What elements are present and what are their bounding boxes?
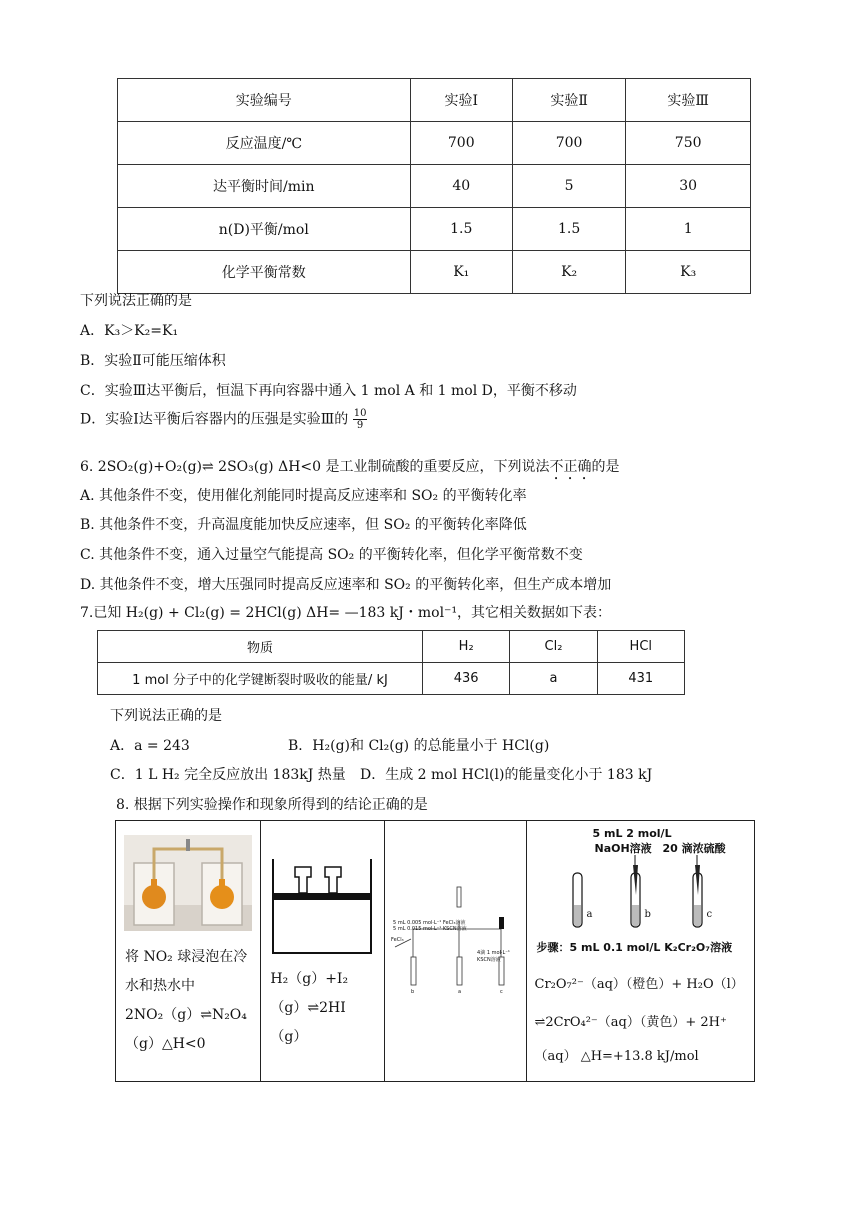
label-kscn-drops: 4滴 1 mol·L⁻¹ KSCN溶液 <box>477 950 510 963</box>
q5-option-d <box>80 408 367 431</box>
label-fecl3-solution: 5 mL 0.005 mol·L⁻¹ FeCl₃溶液 <box>393 920 466 926</box>
table-header-cell: HCl <box>597 631 684 663</box>
table-cell: 1 <box>626 208 751 251</box>
fecl3-kscn-cell <box>385 821 526 1082</box>
q5-option-c: C．实验Ⅲ达平衡后，恒温下再向容器中通入 1 mol A 和 1 mol D，平衡不移动 <box>80 383 577 399</box>
cell-text: H₂（g）+I₂ <box>270 971 349 987</box>
table-header-row <box>98 631 685 663</box>
table-cell: 1 mol 分子中的化学键断裂时吸收的能量/ kJ <box>98 663 423 695</box>
table-header-cell: Cl₂ <box>510 631 597 663</box>
cell-text: 2NO₂（g）⇌N₂O₄ <box>125 1007 247 1023</box>
table-cell: 30 <box>626 165 751 208</box>
fraction-numerator: 10 <box>353 408 367 419</box>
cell-text: 将 NO₂ 球浸泡在冷 <box>125 949 248 965</box>
fraction-denominator: 9 <box>356 420 364 431</box>
table-cell: 5 <box>512 165 625 208</box>
table-header-cell: 实验编号 <box>118 79 411 122</box>
tube-label-a: a <box>586 909 593 920</box>
experiment-table <box>117 78 751 294</box>
experiment-figure-table <box>115 820 755 1082</box>
table-header-row <box>118 79 751 122</box>
fraction <box>353 408 368 431</box>
q7-option-c: C．1 L H₂ 完全反应放出 183kJ 热量 <box>110 767 346 783</box>
table-cell: 1.5 <box>512 208 625 251</box>
q6-stem-end: 的是 <box>591 459 620 475</box>
table-row <box>116 821 755 1082</box>
q6-stem-text: 6. 2SO₂(g)+O₂(g)⇌ 2SO₃(g) ΔH<0 是工业制硫酸的重要反应，下列说法 <box>80 459 550 475</box>
dichromate-tubes-diagram <box>557 855 747 945</box>
table-cell: 达平衡时间/min <box>118 165 411 208</box>
q5-stem: 下列说法正确的是 <box>80 293 192 309</box>
q7-option-a: A．a = 243 <box>110 738 190 754</box>
table-cell: a <box>510 663 597 695</box>
tube-label-b: b <box>411 989 415 995</box>
table-cell: 化学平衡常数 <box>118 251 411 294</box>
step-label: 步骤：5 mL 0.1 mol/L K₂Cr₂O₇溶液 <box>536 941 733 954</box>
table-cell: 1.5 <box>410 208 512 251</box>
table-cell: 436 <box>422 663 509 695</box>
table-cell: 750 <box>626 122 751 165</box>
table-cell: 700 <box>512 122 625 165</box>
tube-label-c: c <box>706 909 713 920</box>
q6-option-c: C. 其他条件不变，通入过量空气能提高 SO₂ 的平衡转化率，但化学平衡常数不变 <box>80 547 583 563</box>
table-row <box>118 208 751 251</box>
q7-option-b: B．H₂(g)和 Cl₂(g) 的总能量小于 HCl(g) <box>288 738 550 754</box>
table-header-cell: 物质 <box>98 631 423 663</box>
table-header-cell: 实验Ⅰ <box>410 79 512 122</box>
table-row <box>118 251 751 294</box>
q6-stem <box>80 456 620 483</box>
piston-experiment-cell <box>261 821 385 1082</box>
table-cell: n(D)平衡/mol <box>118 208 411 251</box>
table-row <box>98 663 685 695</box>
table-cell: K₂ <box>512 251 625 294</box>
table-header-cell: 实验Ⅱ <box>512 79 625 122</box>
tube-label-c: c <box>500 989 503 995</box>
q7-option-d: D．生成 2 mol HCl(l)的能量变化小于 183 kJ <box>360 767 653 783</box>
q5-option-a: A．K₃＞K₂=K₁ <box>80 323 179 339</box>
q6-option-b: B. 其他条件不变，升高温度能加快反应速率，但 SO₂ 的平衡转化率降低 <box>80 517 527 533</box>
cell-text: 水和热水中 <box>125 978 195 994</box>
q6-stem-emphasis: 不正确 <box>549 459 592 475</box>
piston-container-diagram <box>271 845 375 955</box>
equation-line-1: Cr₂O₇²⁻（aq）（橙色）+ H₂O（l） <box>534 977 744 992</box>
q6-option-d: D. 其他条件不变，增大压强同时提高反应速率和 SO₂ 的平衡转化率，但生产成本增加 <box>80 577 612 593</box>
bond-energy-table <box>97 630 685 695</box>
label-kscn-solution: 5 mL 0.015 mol·L⁻¹ KSCN溶液 <box>393 926 467 932</box>
equation-line-2: ⇌2CrO₄²⁻（aq）（黄色）+ 2H⁺ <box>534 1015 727 1030</box>
equation-line-3: （aq） △H=+13.8 kJ/mol <box>534 1049 699 1064</box>
cell-text: （g）△H<0 <box>125 1036 206 1052</box>
no2-bulbs-photo <box>124 835 252 931</box>
q7-stem: 7.已知 H₂(g) + Cl₂(g) = 2HCl(g) ΔH= —183 kJ・mol⁻¹，其它相关数据如下表： <box>80 605 612 621</box>
q5-option-d-text: D．实验Ⅰ达平衡后容器内的压强是实验Ⅲ的 <box>80 411 349 428</box>
table-cell: 431 <box>597 663 684 695</box>
q5-option-b: B．实验Ⅱ可能压缩体积 <box>80 353 226 369</box>
table-row <box>118 122 751 165</box>
table-cell: 40 <box>410 165 512 208</box>
q8-stem: 8. 根据下列实验操作和现象所得到的结论正确的是 <box>116 797 428 813</box>
table-cell: 700 <box>410 122 512 165</box>
table-cell: 反应温度/℃ <box>118 122 411 165</box>
naoh-label-1: 5 mL 2 mol/L <box>592 827 672 840</box>
table-row <box>118 165 751 208</box>
label-fecl3: FeCl₃ <box>391 937 404 943</box>
cell-text: （g）⇌2HI <box>270 1000 346 1016</box>
table-header-cell: H₂ <box>422 631 509 663</box>
tube-label-a: a <box>458 989 462 995</box>
q6-option-a: A. 其他条件不变，使用催化剂能同时提高反应速率和 SO₂ 的平衡转化率 <box>80 488 527 504</box>
tube-label-b: b <box>644 909 651 920</box>
sulfuric-acid-label: 20 滴浓硫酸 <box>662 842 726 855</box>
q7-sub-stem: 下列说法正确的是 <box>110 708 222 724</box>
naoh-label-2: NaOH溶液 <box>594 842 652 855</box>
table-cell: K₃ <box>626 251 751 294</box>
table-header-cell: 实验Ⅲ <box>626 79 751 122</box>
dichromate-experiment-cell <box>526 821 755 1082</box>
cell-text: （g） <box>270 1029 308 1045</box>
no2-experiment-cell <box>116 821 261 1082</box>
table-cell: K₁ <box>410 251 512 294</box>
